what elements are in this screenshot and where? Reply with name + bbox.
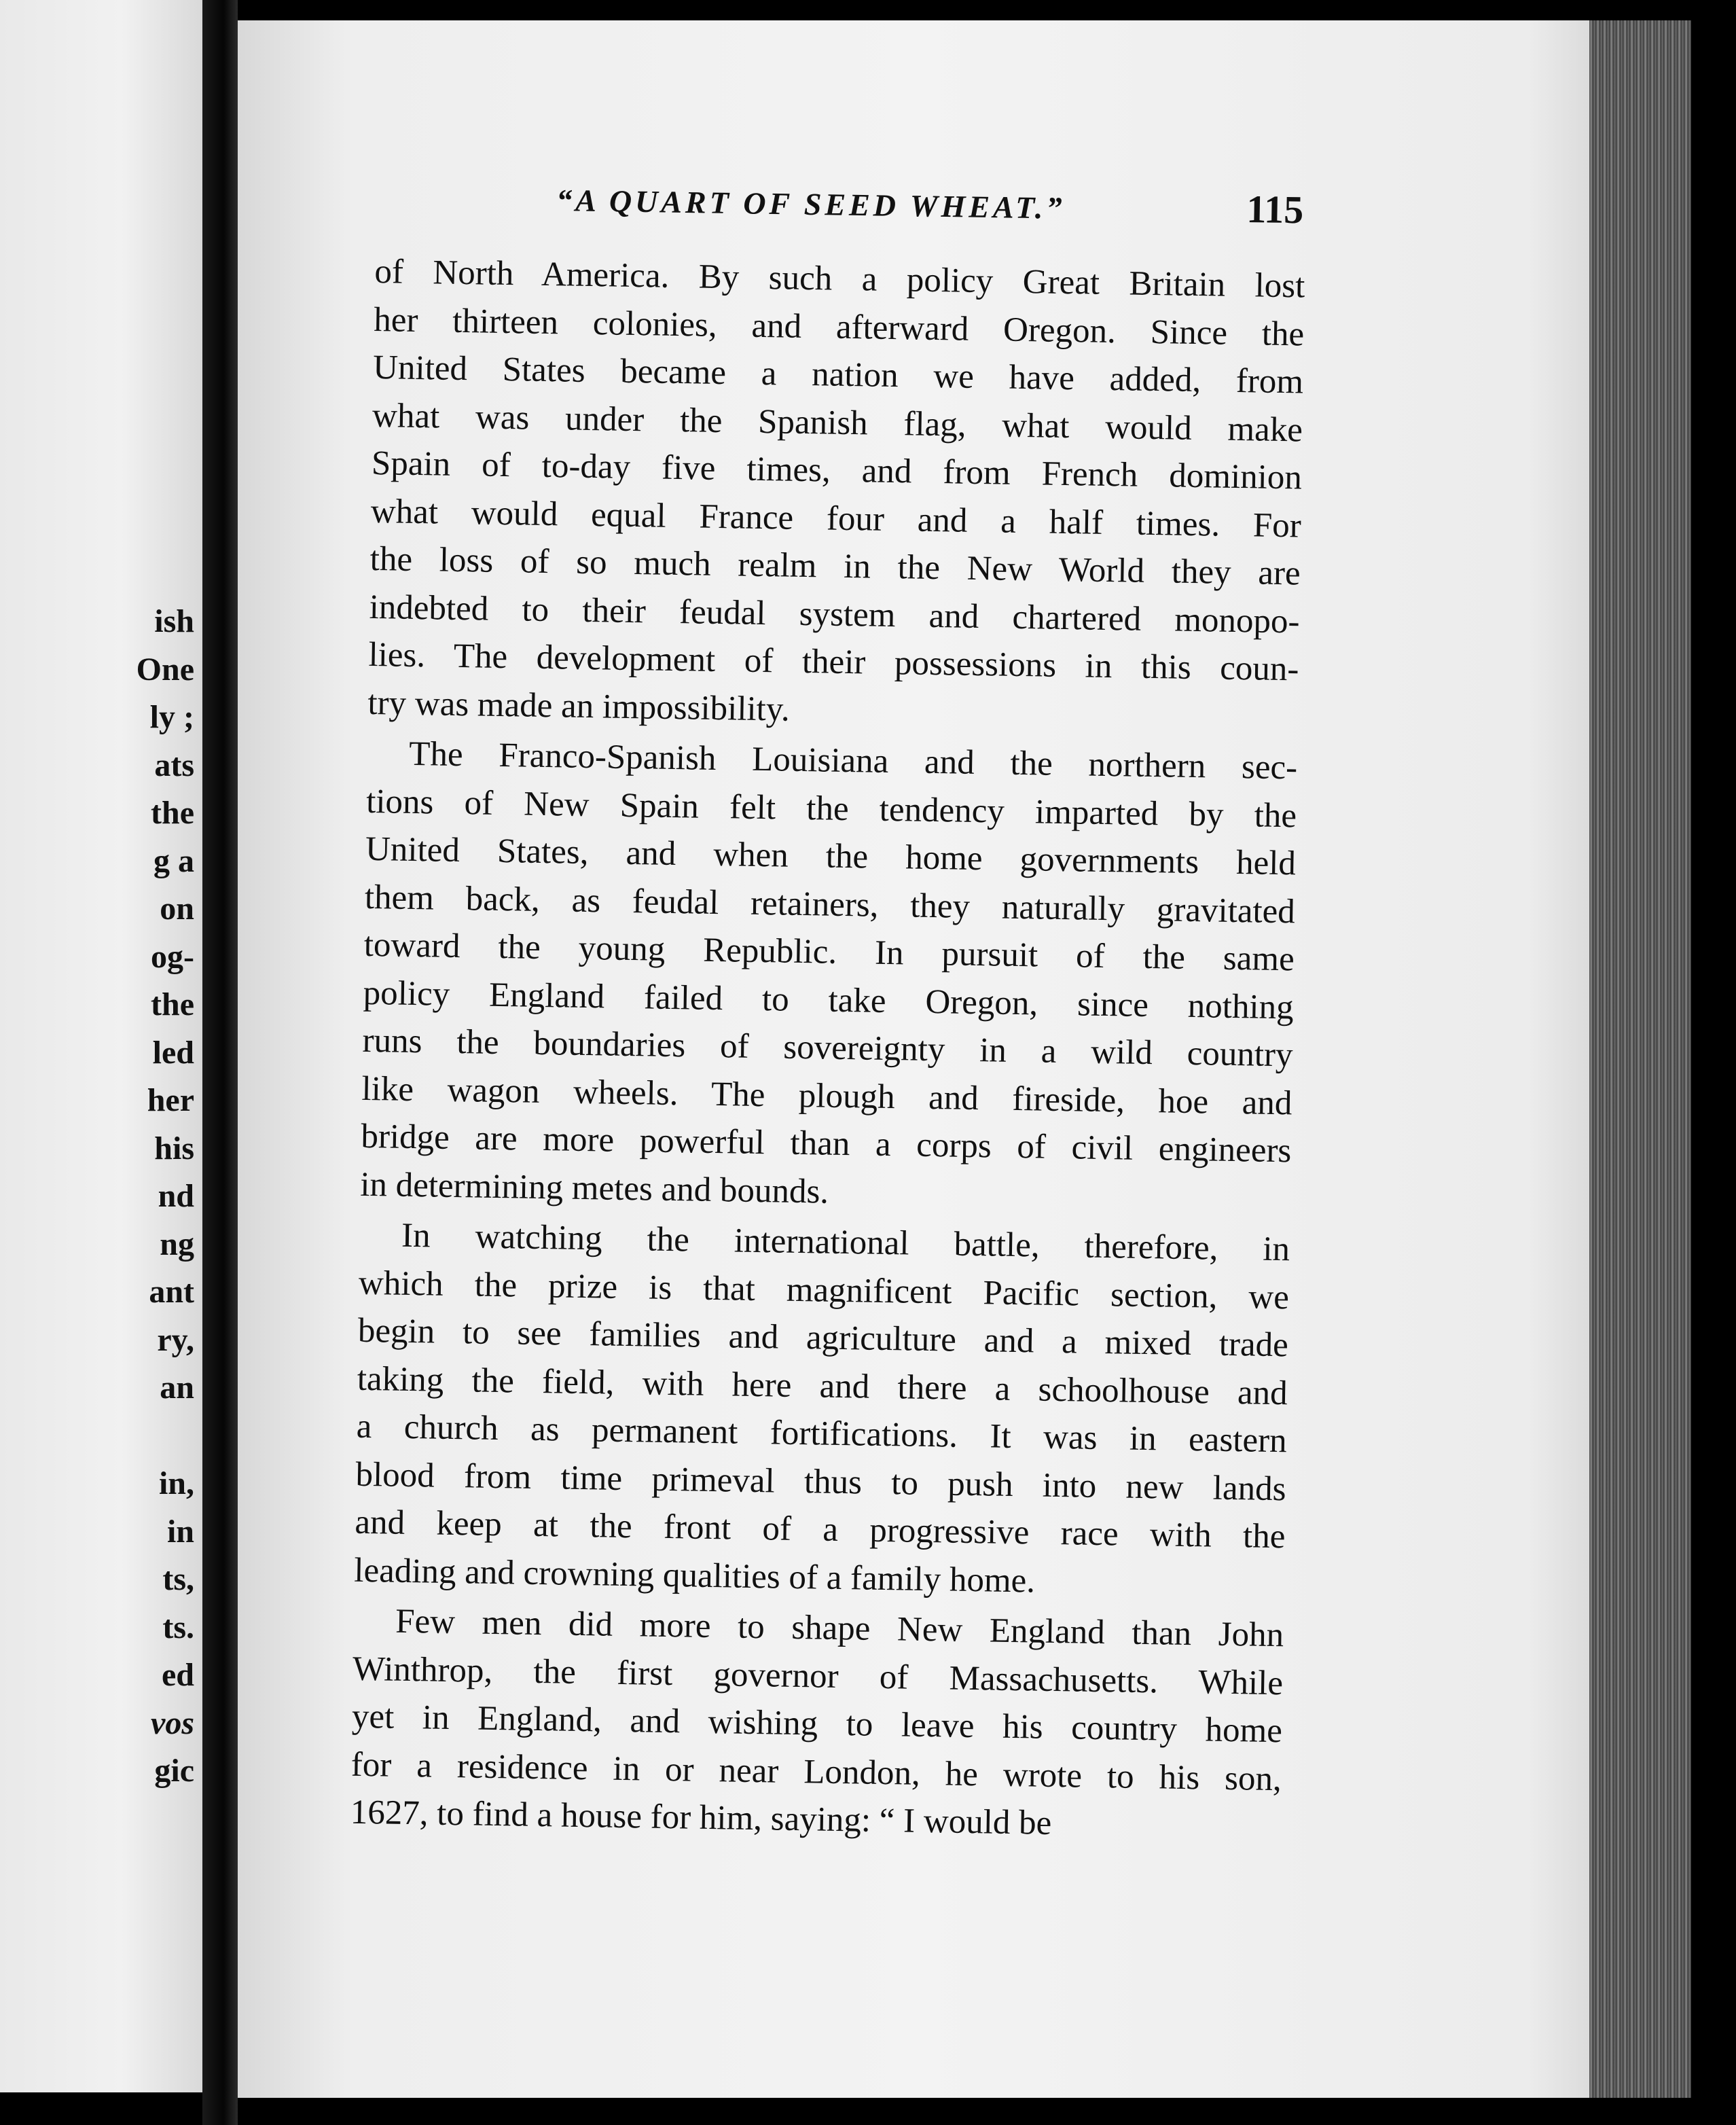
text-line: Spain of to-day five times, and from French dominion	[371, 444, 1303, 497]
left-page-fragment: an	[160, 1370, 194, 1406]
text-line: bridge are more powerful than a corps of civil engineers	[361, 1117, 1292, 1171]
text-line: indebted to their feudal system and chartered monopo-	[369, 588, 1300, 641]
text-line: tions of New Spain felt the tendency imparted by the	[365, 782, 1297, 835]
left-page-fragment: ant	[149, 1274, 194, 1310]
left-page-fragment: the	[151, 795, 194, 831]
text-line: runs the boundaries of sovereignty in a wild country	[362, 1021, 1293, 1075]
text-line: of North America. By such a policy Great Britain lost	[374, 252, 1305, 306]
left-page-fragment: ats	[154, 747, 194, 783]
left-page-fragment: vos	[151, 1704, 194, 1741]
left-page-fragment: the	[151, 986, 194, 1022]
left-page-fragment: ts.	[162, 1609, 194, 1645]
left-page-fragment: her	[147, 1082, 194, 1118]
text-line: the loss of so much realm in the New World they are	[369, 539, 1301, 593]
text-line: In watching the international battle, therefore, in	[401, 1216, 1290, 1269]
text-line: her thirteen colonies, and afterward Oregon. Since the	[373, 300, 1305, 354]
text-line: for a residence in or near London, he wrote to his son,	[350, 1745, 1282, 1798]
text-line: toward the young Republic. In pursuit of the same	[363, 925, 1295, 979]
left-page-fragment: gic	[154, 1753, 194, 1789]
text-line: try was made an impossibility.	[367, 683, 791, 729]
left-page-fragment: in,	[158, 1465, 194, 1501]
paragraph	[354, 1211, 1290, 1609]
left-page-fragment	[113, 1412, 194, 1461]
left-page-fragment: ng	[160, 1226, 194, 1262]
left-page-fragment: One	[136, 651, 194, 688]
page-number: 115	[1246, 186, 1304, 232]
left-page-fragment: on	[160, 891, 194, 927]
left-page-fragment: ish	[154, 603, 194, 639]
text-line: Winthrop, the first governor of Massachusetts. While	[352, 1649, 1284, 1702]
page-edges	[1589, 20, 1691, 2098]
text-line: like wagon wheels. The plough and fireside, hoe and	[361, 1069, 1292, 1122]
text-line: which the prize is that magnificent Pacific section, we	[358, 1264, 1290, 1317]
text-line: what would equal France four and a half times. For	[370, 492, 1302, 545]
text-line: leading and crowning qualities of a family home.	[353, 1551, 1036, 1601]
text-line: Few men did more to shape New England than John	[395, 1602, 1284, 1655]
book-gutter	[202, 0, 238, 2125]
text-line: 1627, to find a house for him, saying: “ I would be	[350, 1793, 1052, 1842]
text-line: begin to see families and agriculture and a mixed trade	[357, 1311, 1289, 1365]
body-text	[350, 248, 1305, 1854]
text-line: what was under the Spanish flag, what would make	[372, 396, 1303, 449]
running-head: “A QUART OF SEED WHEAT.”	[556, 182, 1066, 226]
text-line: policy England failed to take Oregon, since nothing	[363, 974, 1295, 1026]
text-line: taking the field, with here and there a schoolhouse and	[357, 1359, 1288, 1412]
left-page-fragment: his	[154, 1130, 194, 1166]
text-line: them back, as feudal retainers, they naturally gravitated	[364, 878, 1296, 931]
left-page-fragment: led	[152, 1034, 194, 1071]
text-line: yet in England, and wishing to leave his country home	[351, 1697, 1283, 1751]
left-page-fragment: g a	[153, 842, 194, 879]
text-line: in determining metes and bounds.	[359, 1165, 829, 1211]
paragraph	[350, 1597, 1284, 1851]
text-line: a church as permanent fortifications. It was in eastern	[356, 1407, 1288, 1461]
paragraph	[367, 248, 1305, 741]
left-facing-page	[0, 0, 202, 2092]
left-page-fragment: og-	[151, 938, 194, 975]
left-page-fragment: ed	[162, 1657, 194, 1693]
text-line: blood from time primeval thus to push into new lands	[355, 1455, 1286, 1508]
text-line: The Franco-Spanish Louisiana and the northern sec-	[408, 734, 1298, 787]
left-page-fragment: ly ;	[149, 699, 194, 735]
text-line: and keep at the front of a progressive race with the	[355, 1503, 1286, 1556]
text-line: United States became a nation we have added, from	[372, 348, 1304, 401]
left-page-fragment: nd	[158, 1178, 194, 1214]
left-page-fragment: ry,	[157, 1321, 194, 1358]
left-page-fragment: ts,	[162, 1561, 194, 1597]
left-page-text-fragments	[113, 598, 194, 1796]
left-page-fragment: in	[166, 1513, 194, 1550]
text-line: United States, and when the home governments held	[365, 829, 1297, 883]
paragraph	[360, 730, 1298, 1223]
page-header	[556, 170, 1331, 243]
text-line: lies. The development of their possessions in this coun-	[368, 635, 1299, 689]
